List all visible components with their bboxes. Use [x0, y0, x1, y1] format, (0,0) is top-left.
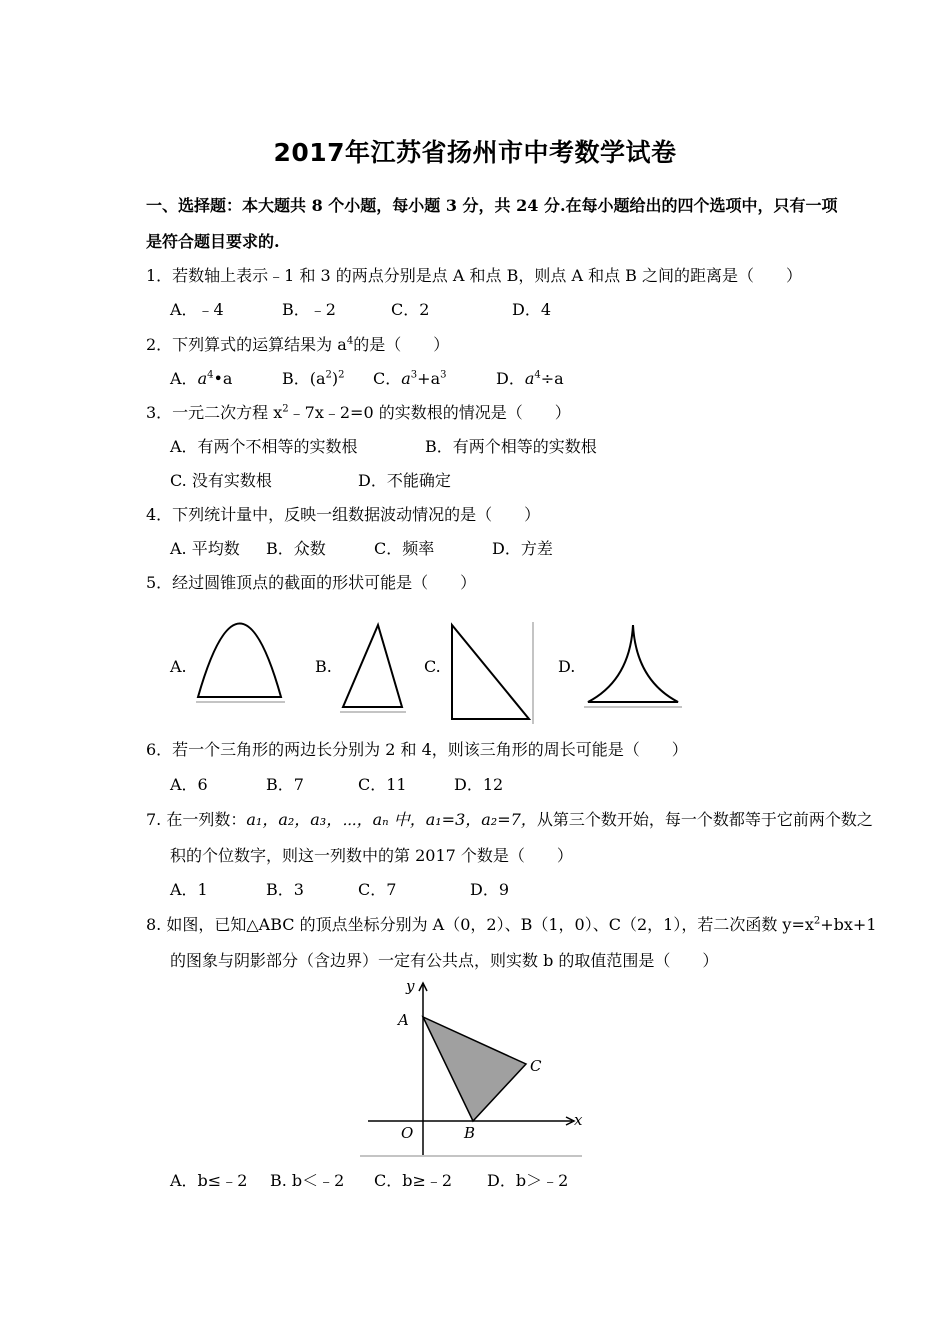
q6-option-c: C．11 [358, 775, 407, 794]
label-b: B [464, 1124, 476, 1142]
q1-option-d: D．4 [512, 300, 552, 319]
question-7-line1: 7. 在一列数：a₁，a₂，a₃，⋯，aₙ 中，a₁=3，a₂=7，从第三个数开始，每一个数都等于它前两个数之 [146, 810, 873, 829]
q2-option-c: C．$a^3+a^3$ [373, 369, 447, 388]
q1-option-b: B．﹣2 [282, 300, 336, 319]
q6-option-b: B．7 [266, 775, 304, 794]
section-heading-line2: 是符合题目要求的. [146, 232, 280, 251]
q3-option-d: D．不能确定 [358, 471, 451, 490]
q6-option-a: A．6 [170, 775, 208, 794]
q7-option-d: D．9 [470, 880, 510, 899]
question-8-line2: 的图象与阴影部分（含边界）一定有公共点，则实数 b 的取值范围是（ ） [170, 951, 719, 970]
question-6: 6．若一个三角形的两边长分别为 2 和 4，则该三角形的周长可能是（ ） [146, 740, 688, 759]
page-title: 2017年江苏省扬州市中考数学试卷 [273, 138, 677, 167]
q5-option-a: A. [170, 657, 187, 676]
label-c: C [530, 1057, 542, 1075]
q7-option-a: A．1 [170, 880, 208, 899]
q3-option-a: A．有两个不相等的实数根 [170, 437, 358, 456]
shape-parabola [198, 624, 281, 698]
q3-option-c: C. 没有实数根 [170, 471, 272, 490]
q4-option-c: C．频率 [374, 539, 435, 558]
q1-option-c: C．2 [391, 300, 430, 319]
question-3: 3．一元二次方程 $x^2﹣7x﹣2=0$ 的实数根的情况是（ ） [146, 403, 571, 422]
q2-option-b: B．$(a^2)^2$ [282, 369, 345, 388]
shape-isosceles-triangle [343, 625, 402, 707]
q8-coordinate-figure [360, 975, 590, 1160]
label-y: y [406, 977, 415, 995]
q8-option-a: A．b≤﹣2 [170, 1171, 248, 1190]
question-7-line2: 积的个位数字，则这一列数中的第 2017 个数是（ ） [170, 846, 573, 865]
q2-option-a: A．$a^4•a$ [170, 369, 233, 388]
question-2: 2．下列算式的运算结果为 $a^4$的是（ ） [146, 335, 450, 354]
q8-option-b: B. b＜﹣2 [270, 1171, 345, 1190]
q5-option-c: C. [424, 657, 441, 676]
q4-option-d: D．方差 [492, 539, 553, 558]
shape-right-triangle [452, 625, 529, 719]
label-x: x [574, 1111, 583, 1129]
q7-option-b: B．3 [266, 880, 304, 899]
q6-option-d: D．12 [454, 775, 504, 794]
triangle-abc [423, 1017, 526, 1121]
q3-option-b: B．有两个相等的实数根 [425, 437, 597, 456]
q8-option-d: D．b＞﹣2 [487, 1171, 569, 1190]
question-1: 1．若数轴上表示﹣1 和 3 的两点分别是点 A 和点 B，则点 A 和点 B 之间的距离是（ ） [146, 266, 803, 285]
question-8-line1: 8. 如图，已知△ABC 的顶点坐标分别为 A（0，2）、B（1，0）、C（2，1），若二次函数 $y=x^2+bx+1$ [146, 915, 877, 934]
q4-option-b: B．众数 [266, 539, 326, 558]
q8-option-c: C．b≥﹣2 [374, 1171, 453, 1190]
label-o: O [401, 1124, 414, 1142]
q4-option-a: A. 平均数 [170, 539, 240, 558]
q7-option-c: C．7 [358, 880, 397, 899]
q2-option-d: D．$a^4\div a$ [496, 369, 564, 388]
q5-option-b: B. [315, 657, 332, 676]
section-heading-line1: 一、选择题：本大题共 8 个小题，每小题 3 分，共 24 分.在每小题给出的四个选项中，只有一项 [146, 196, 838, 215]
question-5: 5．经过圆锥顶点的截面的形状可能是（ ） [146, 573, 477, 592]
q5-option-d: D. [558, 657, 576, 676]
label-a: A [398, 1011, 409, 1029]
question-4: 4．下列统计量中，反映一组数据波动情况的是（ ） [146, 505, 541, 524]
q1-option-a: A．﹣4 [170, 300, 224, 319]
shape-concave-triangle [588, 625, 678, 702]
